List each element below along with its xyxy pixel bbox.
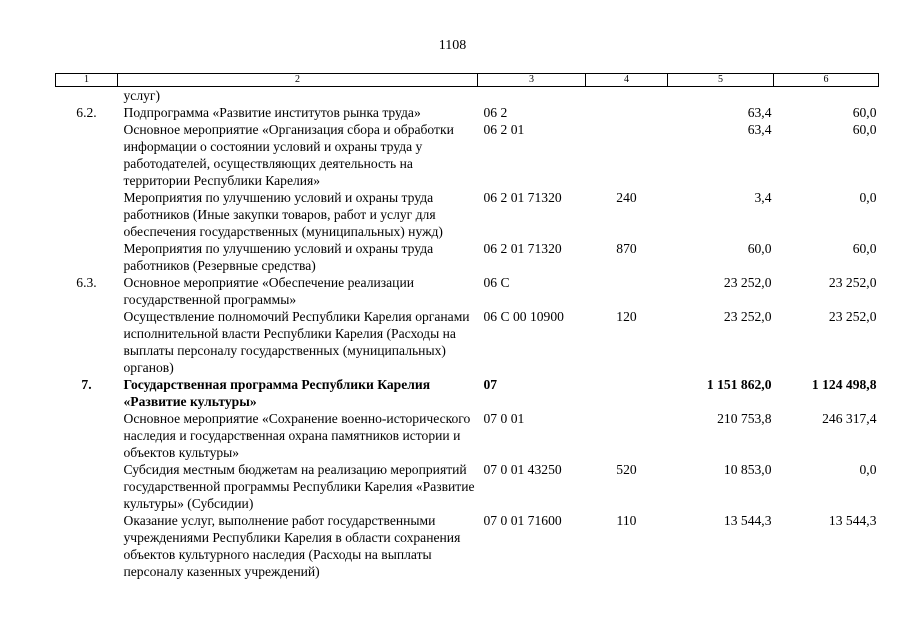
row-name: Государственная программа Республики Карелия «Развитие культуры» [123,377,431,409]
row-expense-type [586,104,668,121]
row-name: услуг) [123,88,161,103]
table-row [56,461,879,512]
row-amount-col5: 3,4 [754,190,772,205]
row-amount-col5: 63,4 [747,122,772,137]
table-row [56,240,879,274]
row-name: Субсидия местным бюджетам на реализацию мероприятий государственной программы Республики Карелия «Развитие культуры» (Субсидии) [123,462,475,511]
row-expense-type [586,274,668,308]
row-number [56,87,118,105]
row-amount-col6: 0,0 [859,462,877,477]
row-amount-col5: 210 753,8 [717,411,772,426]
row-amount-col5: 23 252,0 [723,309,772,324]
row-number: 6.2. [76,105,97,120]
row-name: Оказание услуг, выполнение работ государственными учреждениями Республики Карелия в области сохранения объектов культурного наследия (Расходы на выплаты персоналу казенных учреждений) [123,513,461,579]
table-row [56,87,879,105]
row-amount-col5: 1 151 862,0 [706,377,772,392]
row-name: Основное мероприятие «Организация сбора и обработки информации о состоянии условий и охраны труда у работодателей, осуществляющих деятельность на территории Республики Карелия» [123,122,454,188]
row-number [56,512,118,580]
column-header: 1 [56,74,118,87]
page-number: 1108 [438,38,467,53]
row-amount-col6: 1 124 498,8 [811,377,877,392]
row-expense-type [586,121,668,189]
row-name: Осуществление полномочий Республики Карелия органами исполнительной власти Республики Карелия (Расходы на выплаты персоналу государственных (муниципальных) органов) [123,309,470,375]
row-amount-col5 [668,87,774,105]
row-amount-col5: 60,0 [747,241,772,256]
row-number [56,308,118,376]
table-row [56,189,879,240]
table-row [56,308,879,376]
table-header [56,74,879,87]
row-expense-type: 520 [616,462,637,477]
table-row [56,410,879,461]
row-expense-type: 240 [616,190,637,205]
column-header: 3 [478,74,586,87]
row-code: 07 0 01 71600 [483,513,562,528]
table-row [56,121,879,189]
row-number: 7. [81,377,92,392]
row-amount-col6: 60,0 [852,241,877,256]
row-expense-type [586,376,668,410]
column-header: 2 [118,74,478,87]
table-row [56,512,879,580]
column-header: 6 [774,74,879,87]
row-amount-col5: 23 252,0 [723,275,772,290]
table-row [56,376,879,410]
row-amount-col6: 23 252,0 [828,309,877,324]
row-code: 06 С [483,275,510,290]
row-amount-col6: 13 544,3 [828,513,877,528]
row-name: Мероприятия по улучшению условий и охраны труда работников (Иные закупки товаров, работ и услуг для обеспечения государственных (муниципальных) нужд) [123,190,443,239]
row-name: Подпрограмма «Развитие институтов рынка труда» [123,105,421,120]
table-row [56,274,879,308]
table-row [56,104,879,121]
row-number [56,240,118,274]
row-code: 07 0 01 43250 [483,462,562,477]
row-expense-type: 120 [616,309,637,324]
row-amount-col6: 60,0 [852,122,877,137]
row-amount-col5: 13 544,3 [723,513,772,528]
row-amount-col5: 10 853,0 [723,462,772,477]
row-expense-type [586,87,668,105]
row-expense-type: 110 [616,513,637,528]
row-code: 07 0 01 [483,411,525,426]
row-code: 06 С 00 10900 [483,309,564,324]
table-body [56,87,879,581]
row-code [478,87,586,105]
row-number: 6.3. [76,275,97,290]
row-amount-col6: 23 252,0 [828,275,877,290]
row-amount-col6: 246 317,4 [822,411,877,426]
budget-table [55,73,879,580]
row-expense-type [586,410,668,461]
row-code: 06 2 01 [483,122,525,137]
row-expense-type: 870 [616,241,637,256]
column-header: 5 [668,74,774,87]
row-amount-col5: 63,4 [747,105,772,120]
row-amount-col6: 0,0 [859,190,877,205]
row-number [56,189,118,240]
row-number [56,410,118,461]
row-code: 07 [483,377,498,392]
row-code: 06 2 01 71320 [483,241,562,256]
row-name: Мероприятия по улучшению условий и охраны труда работников (Резервные средства) [123,241,434,273]
row-number [56,121,118,189]
row-number [56,461,118,512]
row-code: 06 2 01 71320 [483,190,562,205]
row-amount-col6: 60,0 [852,105,877,120]
row-amount-col6 [774,87,879,105]
row-name: Основное мероприятие «Сохранение военно-исторического наследия и государственная охрана памятников истории и объектов культуры» [123,411,471,460]
row-name: Основное мероприятие «Обеспечение реализации государственной программы» [123,275,415,307]
row-code: 06 2 [483,105,508,120]
column-header: 4 [586,74,668,87]
